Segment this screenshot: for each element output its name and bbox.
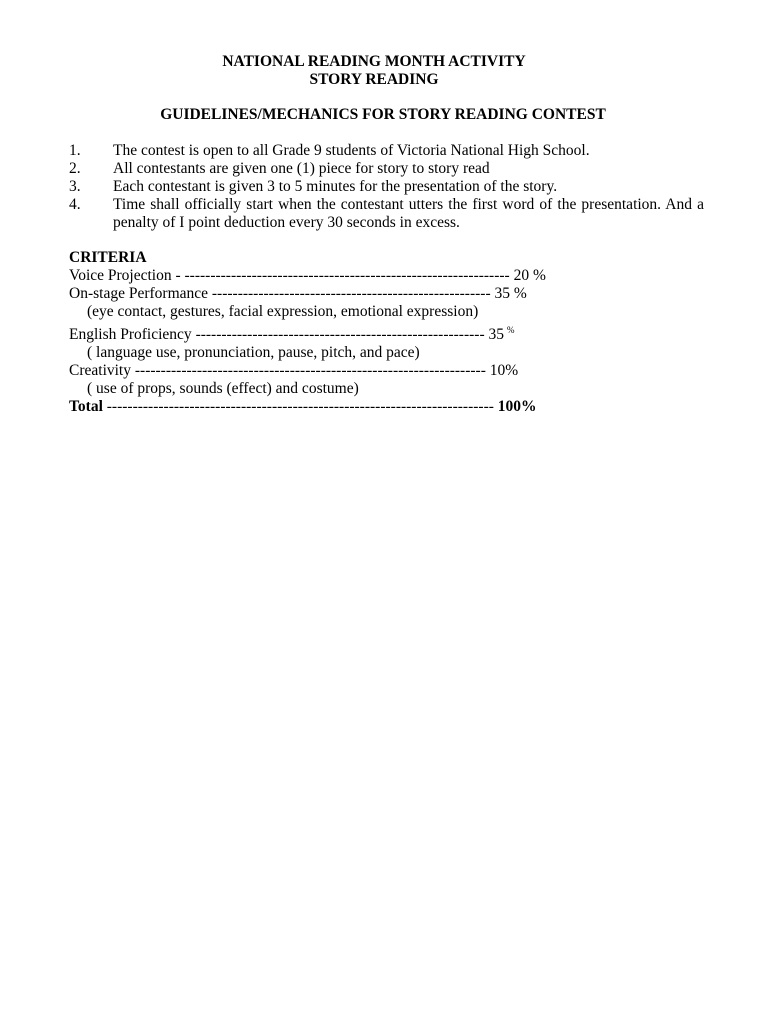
criteria-row-voice-projection — [69, 267, 719, 285]
criteria-value: 35 % — [494, 285, 527, 302]
criteria-total-value: 100% — [497, 398, 537, 415]
criteria-label: English Proficiency — [69, 326, 196, 343]
criteria-note: ( language use, pronunciation, pause, pitch, and pace) — [87, 344, 420, 361]
criteria-row-total — [69, 398, 719, 416]
criteria-value: 20 % — [513, 267, 546, 284]
criteria-leader-dashes: -------------------------------------------------------------------- — [134, 362, 490, 379]
criteria-note: ( use of props, sounds (effect) and costume) — [87, 380, 359, 397]
criteria-leader-dashes: --------------------------------------------------------------------------- — [102, 398, 498, 415]
criteria-row-creativity — [69, 362, 719, 380]
guidelines-list — [69, 142, 704, 232]
criteria-row-english-proficiency — [69, 321, 719, 344]
criteria-value: 10% — [489, 362, 519, 379]
criteria-label: Voice Projection - — [69, 267, 185, 284]
list-item-number: 2. — [69, 160, 81, 177]
list-item-text: Time shall officially start when the contestant utters the first word of the presentation. And a penalty of I point deduction every 30 seconds in excess. — [113, 196, 704, 231]
list-item-number: 4. — [69, 196, 81, 213]
list-item — [69, 160, 704, 178]
criteria-leader-dashes: ------------------------------------------------------ — [211, 285, 495, 302]
criteria-section — [69, 249, 719, 416]
criteria-total-label: Total — [69, 398, 103, 415]
list-item-number: 1. — [69, 142, 81, 159]
list-item-text: The contest is open to all Grade 9 students of Victoria National High School. — [113, 142, 590, 159]
list-item — [69, 178, 704, 196]
criteria-title: CRITERIA — [69, 249, 147, 266]
guidelines-heading: GUIDELINES/MECHANICS FOR STORY READING CONTEST — [160, 106, 606, 123]
document-title: NATIONAL READING MONTH ACTIVITY — [222, 53, 526, 70]
criteria-note: (eye contact, gestures, facial expression, emotional expression) — [87, 303, 479, 320]
criteria-value: 35 — [488, 326, 504, 343]
criteria-leader-dashes: --------------------------------------------------------------- — [184, 267, 514, 284]
criteria-row-onstage-performance — [69, 285, 719, 303]
document-subtitle: STORY READING — [309, 71, 439, 88]
percent-mark: % — [507, 325, 515, 335]
list-item — [69, 142, 704, 160]
criteria-label: Creativity — [69, 362, 135, 379]
list-item-text: Each contestant is given 3 to 5 minutes for the presentation of the story. — [113, 178, 558, 195]
list-item-text: All contestants are given one (1) piece for story to story read — [113, 160, 490, 177]
list-item-number: 3. — [69, 178, 81, 195]
criteria-leader-dashes: -------------------------------------------------------- — [195, 326, 489, 343]
criteria-label: On-stage Performance — [69, 285, 212, 302]
list-item — [69, 196, 704, 232]
